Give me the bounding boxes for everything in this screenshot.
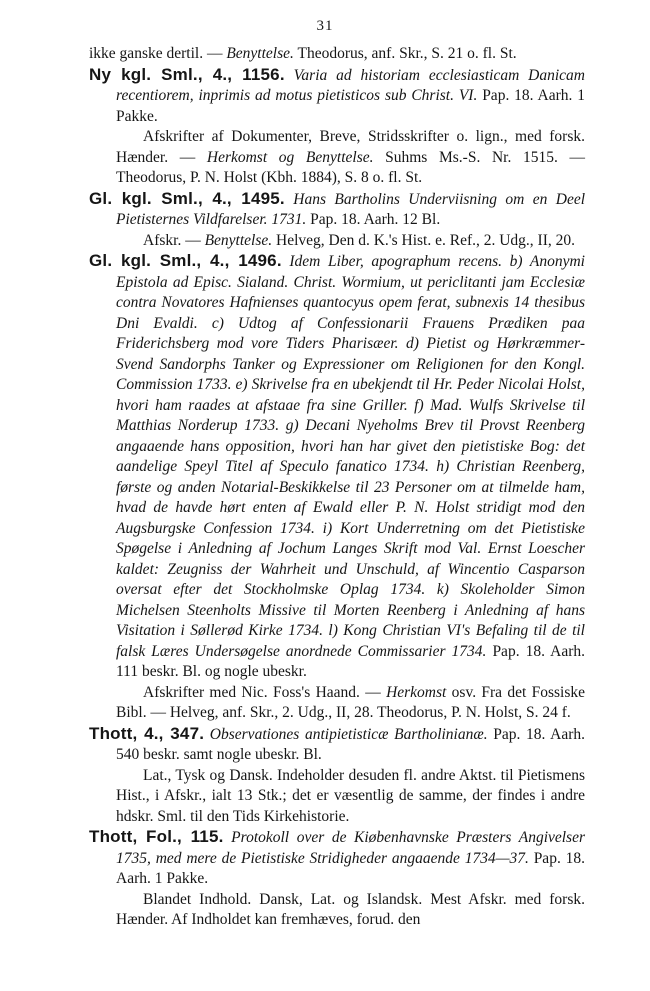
- entry-description: Afskrifter af Dokumenter, Breve, Stridsskrifter o. lign., med forsk. Hænder. — Herkomst og Benyttelse. Suhms Ms.-S. Nr. 1515. — Theodorus, P. N. Holst (Kbh. 1884), S. 8 o. fl. St.: [116, 128, 585, 186]
- entry-title: Varia ad historiam ecclesiasticam Danicam recentiorem, inprimis ad motus pietisticos sub Christ. VI.: [116, 66, 585, 104]
- entry-title: Idem Liber, apographum recens. b) Anonymi Epistola ad Episc. Sialand. Christ. Wormium, ut periclitanti jam Ecclesiæ contra Novatores Hafnienses quantocyus opem ferat, subnexis 14 thesibus Dni Evaldi. c) Udtog af Confessionarii Frauens Prædiken paa Friderichsberg mod vore Tiders Pharisæer. d) Pietist og Hørkræmmer-Svend Sandorphs Tanker og Expressioner om Religionen for den Kongl. Commission 1733. e) Skrivelse fra en ubekjendt til Hr. Peder Nicolai Holst, hvori ham raades at afstaae fra sine Griller. f) Mad. Wulfs Skrivelse til Matthias Norderup 1733. g) Decani Nyeholms Brev til Provst Reenberg angaaende hans opposition, hvori han har givet den pietistiske Bog: det aandelige Speyl Titel af Speculo fanatico 1734. h) Christian Reenberg, første og anden Notarial-Beskikkelse til 23 Personer om at tilmelde ham, hvad de havde hørt enten af Ewald eller P. N. Holst stridigt mod den Augsburgske Confession 1734. i) Kort Underretning om det Pietistiske Spøgelse i Anledning af Jochum Langes Skrift mod Val. Ernst Loescher kaldet: Zeugniss der Wahrheit und Unschuld, af Wincentio Casparson oversat efter det Stockholmske Oplag 1734. k) Skoleholder Simon Michelsen Steenholts Missive til Morten Reenberg i Anledning af hans Visitation i Søllerød Kirke 1734. l) Kong Christian VI's Befaling til de til falsk Læres Undersøgelse anordnede Commissarier 1734.: [116, 253, 585, 660]
- manuscript-entry: [89, 251, 585, 724]
- entry-details: Pap. 18. Aarh. 1 Pakke.: [116, 849, 586, 887]
- entry-title: Observationes antipietisticæ Bartholinianæ.: [209, 725, 488, 743]
- entry-signature: Gl. kgl. Sml., 4., 1496.: [89, 251, 282, 270]
- page-number: 31: [316, 18, 334, 34]
- continuation-text: ikke ganske dertil. — Benyttelse. Theodorus, anf. Skr., S. 21 o. fl. St.: [89, 45, 517, 62]
- entry-details: Pap. 18. Aarh. 12 Bl.: [310, 211, 441, 228]
- entry-description: Lat., Tysk og Dansk. Indeholder desuden fl. andre Aktst. til Pietismens Hist., i Afskr., ialt 13 Stk.; det er væsentlig de samme, der findes i andre hdskr. Sml. til den Tids Kirkehistorie.: [116, 766, 585, 825]
- page-body: [89, 44, 585, 931]
- manuscript-entry: [89, 65, 585, 189]
- entry-details: Pap. 18. Aarh. 540 beskr. samt nogle ubeskr. Bl.: [116, 725, 585, 763]
- entry-signature: Ny kgl. Sml., 4., 1156.: [89, 64, 285, 84]
- manuscript-entry: [89, 827, 585, 931]
- entry-description: Blandet Indhold. Dansk, Lat. og Islandsk. Mest Afskr. med forsk. Hænder. Af Indholdet kan fremhæves, forud. den: [116, 890, 585, 928]
- entry-details: Pap. 18. Aarh. 111 beskr. Bl. og nogle ubeskr.: [116, 642, 585, 680]
- manuscript-entry: [89, 724, 585, 828]
- entry-signature: Thott, 4., 347.: [89, 723, 205, 743]
- entry-description: Afskr. — Benyttelse. Helveg, Den d. K.'s Hist. e. Ref., 2. Udg., II, 20.: [143, 231, 575, 249]
- manuscript-entry: [89, 189, 585, 252]
- entry-signature: Thott, Fol., 115.: [89, 827, 224, 846]
- entry-title: Protokoll over de Kiøbenhavnske Præsters Angivelser 1735, med mere de Pietistiske Stridigheder angaaende 1734—37.: [116, 829, 586, 867]
- entry-signature: Gl. kgl. Sml., 4., 1495.: [89, 188, 285, 208]
- entry-description: Afskrifter med Nic. Foss's Haand. — Herkomst osv. Fra det Fossiske Bibl. — Helveg, anf. Skr., 2. Udg., II, 28. Theodorus, P. N. Holst, S. 24 f.: [116, 683, 586, 721]
- entry-title: Hans Bartholins Underviisning om en Deel Pietisternes Vildfarelser. 1731.: [116, 190, 586, 228]
- entry-details: Pap. 18. Aarh. 1 Pakke.: [116, 87, 585, 125]
